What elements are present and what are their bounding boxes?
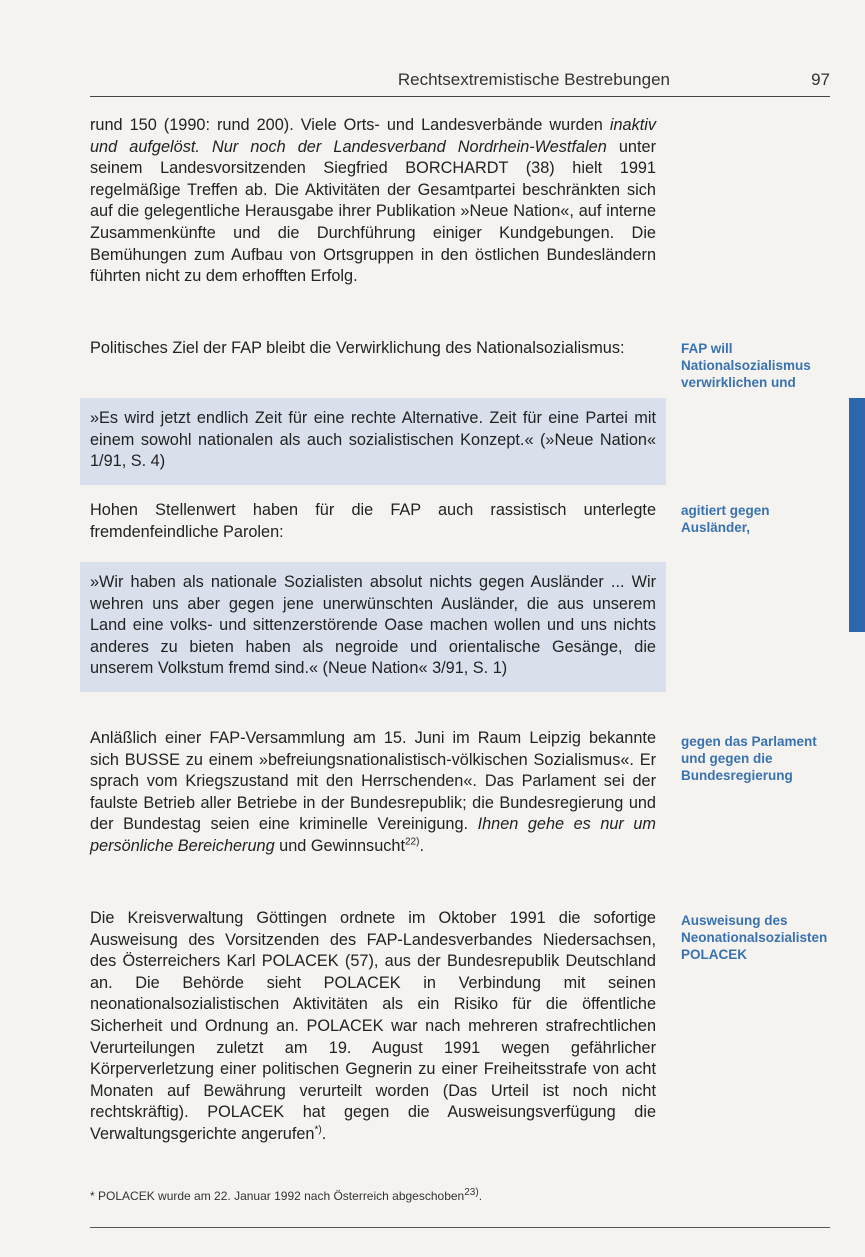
footer-rule — [90, 1227, 830, 1228]
paragraph-5-end: . — [321, 1124, 327, 1143]
quote-block-1 — [80, 398, 666, 485]
paragraph-3 — [90, 500, 656, 543]
quote-block-2 — [80, 562, 666, 692]
margin-note-3: gegen das Parlament und gegen die Bundesregierung — [681, 734, 817, 783]
footnote-mark: * — [90, 1189, 95, 1203]
paragraph-1 — [90, 115, 656, 288]
paragraph-1-text-c: unter seinem Landesvorsitzenden Siegfried BORCHARDT (38) hielt 1991 regelmäßige Treffen ab. Die Aktivitäten der Gesamtpartei beschränkten sich auf die gelegentliche Herausgabe ihrer Publikation »Neue Nation«, auf interne Zusammenkünfte und die Durchführung einiger Kundgebungen. Die Bemühungen zum Aufbau von Ortsgruppen in den östlichen Bundesländern führten nicht zu dem erhofften Erfolg. — [90, 137, 656, 286]
section-tab-marker — [849, 398, 865, 632]
quote-1-text: »Es wird jetzt endlich Zeit für eine rechte Alternative. Zeit für eine Partei mit einem sowohl nationalen als auch sozialistischen Konzept.« (»Neue Nation« 1/91, S. 4) — [90, 409, 656, 471]
quote-2-text: »Wir haben als nationale Sozialisten absolut nichts gegen Ausländer ... Wir wehren uns aber gegen jene unerwünschten Ausländer, die aus unserem Land eine volks- und sittenzerstörende Oase machen wollen und uns nichts anderes zu bieten haben als negroide und orientalische Gesänge, die unserem Volkstum fremd sind.« (Neue Nation« 3/91, S. 1) — [90, 573, 656, 678]
paragraph-5-text: Die Kreisverwaltung Göttingen ordnete im Oktober 1991 die sofortige Ausweisung des Vorsitzenden des FAP-Landesverbandes Niedersachsen, des Österreichers Karl POLACEK (57), aus der Bundesrepublik Deutschland an. Die Behörde sieht POLACEK in Verbindung mit seinen neonationalsozialistischen Aktivitäten als ein Risiko für die öffentliche Sicherheit und Ordnung an. POLACEK war nach mehreren strafrechtlichen Verurteilungen zuletzt am 19. August 1991 wegen gefährlicher Körperverletzung einer politischen Gegnerin zu einer Freiheitsstrafe von acht Monaten auf Bewährung verurteilt worden (Das Urteil ist noch nicht rechtskräftig). POLACEK hat gegen die Ausweisungsverfügung die Verwaltungsgerichte angerufen — [90, 909, 656, 1143]
paragraph-4-italic: Ihnen gehe es nur um persönliche Bereicherung — [90, 815, 656, 855]
paragraph-4-text-c: und Gewinnsucht — [274, 836, 405, 855]
running-title: Rechtsextremistische Bestrebungen — [397, 70, 670, 89]
footnote — [90, 1189, 690, 1203]
paragraph-1-italic: inaktiv und aufgelöst. Nur noch der Landesverband Nordrhein-Westfalen — [90, 116, 656, 156]
footnote-ref-star: *) — [314, 1124, 322, 1136]
paragraph-3-text: Hohen Stellenwert haben für die FAP auch rassistisch unterlegte fremdenfeindliche Parolen: — [90, 501, 656, 541]
page-number: 97 — [811, 70, 830, 89]
footnote-ref-22: 22) — [404, 836, 420, 848]
paragraph-2 — [90, 338, 656, 360]
paragraph-1-text-a: rund 150 (1990: rund 200). Viele Orts- und Landesverbände wurden — [90, 116, 610, 134]
footnote-ref-23: 23) — [464, 1187, 479, 1198]
paragraph-2-text: Politisches Ziel der FAP bleibt die Verwirklichung des Nationalsozialismus: — [90, 339, 625, 357]
margin-note-1: FAP will Nationalsozialismus verwirklichen und — [681, 341, 811, 390]
paragraph-5 — [90, 908, 656, 1146]
paragraph-4-end: . — [419, 836, 424, 855]
page-header — [90, 66, 830, 97]
paragraph-4 — [90, 728, 656, 858]
paragraph-4-text-a: Anläßlich einer FAP-Versammlung am 15. Juni im Raum Leipzig bekannte sich BUSSE zu einem »befreiungsnationalistisch-völkischen Sozialismus«. Er sprach vom Kriegszustand mit den Herrschenden«. Das Parlament sei der faulste Betrieb aller Betriebe in der Bundesrepublik; die Bundesregierung und der Bundestag seien eine kriminelle Vereinigung. — [90, 729, 656, 834]
margin-note-2: agitiert gegen Ausländer, — [681, 503, 770, 535]
margin-note-4: Ausweisung des Neonationalsozialisten POLACEK — [681, 913, 828, 962]
footnote-end: . — [478, 1189, 483, 1203]
footnote-text: POLACEK wurde am 22. Januar 1992 nach Österreich abgeschoben — [94, 1189, 465, 1203]
